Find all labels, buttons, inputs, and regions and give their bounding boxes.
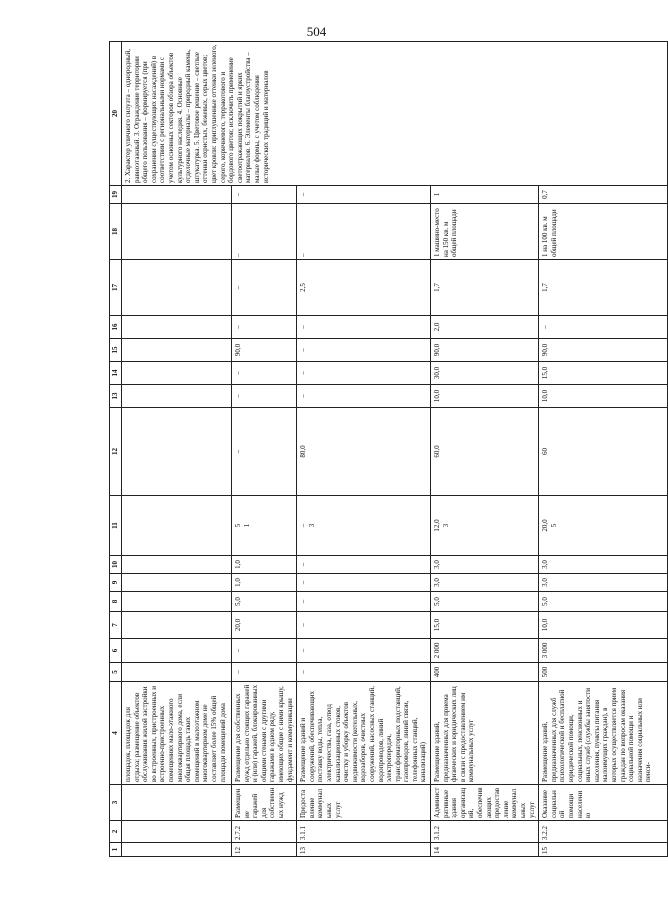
cell-col-15: 90,0 — [232, 339, 297, 362]
cell-col-14: – — [232, 362, 297, 385]
cell-col-16: – — [297, 316, 431, 339]
cell-col-5: 500 — [539, 663, 668, 682]
cell-col-14: 30,0 — [431, 362, 539, 385]
cell-col-11 — [539, 496, 668, 556]
cell-col-8: 5,0 — [539, 592, 668, 612]
cell-col-2: 3.1.2 — [431, 821, 539, 843]
cell-col-3: Предоставление коммунальных услуг — [297, 785, 431, 821]
cell-col-9: – — [297, 574, 431, 592]
cell-col-14 — [122, 362, 232, 385]
cell-col-3: Размещение гаражей для собственных нужд — [232, 785, 297, 821]
cell-col-18: – — [232, 204, 297, 260]
cell-col-1: 13 — [297, 843, 431, 857]
column-header-16: 16 — [110, 316, 122, 339]
cell-col-11 — [232, 496, 297, 556]
table-row — [122, 42, 232, 857]
cell-line: 5 — [234, 523, 242, 528]
cell-col-8: 5,0 — [232, 592, 297, 612]
cell-col-14: – — [297, 362, 431, 385]
zoning-table — [109, 41, 668, 857]
cell-col-17: 1,7 — [539, 260, 668, 316]
column-header-2: 2 — [110, 821, 122, 843]
cell-col-4: Размещение зданий, предназначенных для приема физических и юридических лиц в связи с предоставлением им коммунальных услуг — [431, 682, 539, 785]
cell-col-16: – — [232, 316, 297, 339]
cell-col-19: 0,7 — [539, 186, 668, 204]
column-header-14: 14 — [110, 362, 122, 385]
cell-col-12 — [122, 408, 232, 496]
cell-col-12: 80,0 — [297, 408, 431, 496]
cell-col-18: 1 машино-место на 150 кв. м общей площади — [431, 204, 539, 260]
cell-col-10: 3,0 — [431, 556, 539, 574]
cell-line: 3 — [441, 523, 450, 528]
cell-col-2: 2.7.2 — [232, 821, 297, 843]
cell-col-15: 90,0 — [431, 339, 539, 362]
cell-col-13: – — [232, 385, 297, 408]
cell-col-17: – — [232, 260, 297, 316]
cell-col-7: – — [297, 612, 431, 639]
cell-col-7: 10,0 — [539, 612, 668, 639]
cell-col-5: – — [232, 663, 297, 682]
rotated-table-container — [109, 44, 653, 857]
cell-col-13 — [122, 385, 232, 408]
column-header-6: 6 — [110, 639, 122, 663]
cell-line: 12,0 — [433, 519, 442, 532]
cell-col-12: – — [232, 408, 297, 496]
column-header-10: 10 — [110, 556, 122, 574]
cell-col-3 — [122, 785, 232, 821]
cell-col-15: 90,0 — [539, 339, 668, 362]
cell-col-5: – — [297, 663, 431, 682]
cell-col-11 — [431, 496, 539, 556]
cell-col-9: 3,0 — [539, 574, 668, 592]
cell-col-2: 3.1.1 — [297, 821, 431, 843]
cell-col-16: 2,0 — [431, 316, 539, 339]
cell-col-6: 2 000 — [431, 639, 539, 663]
cell-col-6: 3 000 — [539, 639, 668, 663]
cell-col-4: Размещение зданий и сооружений, обеспечивающих поставку воды, тепла, электричества, газа, отвод канализационных стоков, очистку и уборку объектов недвижимости (котельных, водозаборов, очистных сооружений, насосных станций, водопроводов, линий электропередач, трансформаторных подстанций, газопроводов, линий связи, телефонных станций, канализаций) — [297, 682, 431, 785]
cell-col-10: 3,0 — [539, 556, 668, 574]
cell-col-10 — [122, 556, 232, 574]
cell-line: 1 — [242, 523, 251, 528]
cell-col-1: 12 — [232, 843, 297, 857]
cell-col-6: – — [232, 639, 297, 663]
column-header-17: 17 — [110, 260, 122, 316]
column-header-1: 1 — [110, 843, 122, 857]
cell-col-10: 1,0 — [232, 556, 297, 574]
cell-col-14: 15,0 — [539, 362, 668, 385]
column-number-row — [110, 42, 122, 857]
cell-col-8 — [122, 592, 232, 612]
cell-col-19: – — [232, 186, 297, 204]
cell-col-9: 3,0 — [431, 574, 539, 592]
cell-col-19 — [122, 186, 232, 204]
cell-col-18: – — [297, 204, 431, 260]
column-header-18: 18 — [110, 204, 122, 260]
column-header-15: 15 — [110, 339, 122, 362]
column-header-19: 19 — [110, 186, 122, 204]
cell-col-12: 60 — [539, 408, 668, 496]
cell-col-13: 10,0 — [431, 385, 539, 408]
column-header-3: 3 — [110, 785, 122, 821]
cell-col-16: – — [539, 316, 668, 339]
column-header-8: 8 — [110, 592, 122, 612]
cell-col-8: 5,0 — [431, 592, 539, 612]
cell-col-19: 1 — [431, 186, 539, 204]
cell-col-15 — [122, 339, 232, 362]
cell-col-15: – — [297, 339, 431, 362]
column-header-9: 9 — [110, 574, 122, 592]
cell-col-17 — [122, 260, 232, 316]
table-body — [122, 42, 668, 857]
cell-col-2: 3.2.2 — [539, 821, 668, 843]
column-header-12: 12 — [110, 408, 122, 496]
cell-line: – — [299, 523, 308, 528]
column-header-13: 13 — [110, 385, 122, 408]
cell-col-4: площадок, площадок для отдыха; размещение объектов обслуживания жилой застройки во встроенных, пристроенных и встроенно-пристроенных помещениях мало-этажного многоквартирного дома, если общая площадь таких помещений в малоэтажном многоквартирном доме не составляет более 15% общей площади помещений дома — [122, 682, 232, 785]
cell-col-6: – — [297, 639, 431, 663]
cell-col-19: – — [297, 186, 431, 204]
cell-col-7 — [122, 612, 232, 639]
cell-line: 5 — [549, 523, 558, 528]
cell-col-1: 14 — [431, 843, 539, 857]
column-header-7: 7 — [110, 612, 122, 639]
cell-col-17: 2,5 — [297, 260, 431, 316]
cell-col-2 — [122, 821, 232, 843]
cell-col-3: Оказание социальной помощи населению — [539, 785, 668, 821]
column-header-11: 11 — [110, 496, 122, 556]
cell-col-1 — [122, 843, 232, 857]
cell-col-6 — [122, 639, 232, 663]
cell-col-20: 2. Характер уличного силуэта – однородный, равноэтажный. 3. Ограждение территории общего пользования – формируется (при сохранении существующих насаждений) в соответствии с региональными нормами с учетом основных секторов обзора объектов культурного наследия. 4. Основные отделочные материалы – природный камень, штукатурка. 5. Цветовое решение – светлые оттенки охристых, бежевых, серых цветов; цвет кровли: приглушенные оттенки зеленого, серого, коричневого, терракотового и бордового цветов; исключить применение светоотражающих покрытий и ярких материалов. 6. Элементы благоустройства – малые формы, с учетом соблюдения исторических традиций и материалов — [122, 42, 668, 186]
cell-col-13: – — [297, 385, 431, 408]
cell-col-11 — [122, 496, 232, 556]
cell-col-17: 1,7 — [431, 260, 539, 316]
column-header-20: 20 — [110, 42, 122, 186]
cell-col-8: – — [297, 592, 431, 612]
cell-line: 3 — [307, 523, 316, 528]
cell-col-9: 1,0 — [232, 574, 297, 592]
cell-col-7: 15,0 — [431, 612, 539, 639]
cell-col-5: 400 — [431, 663, 539, 682]
cell-col-12: 60,0 — [431, 408, 539, 496]
column-header-5: 5 — [110, 663, 122, 682]
cell-col-18 — [122, 204, 232, 260]
cell-col-9 — [122, 574, 232, 592]
cell-col-1: 15 — [539, 843, 668, 857]
cell-col-11 — [297, 496, 431, 556]
cell-col-7: 20,0 — [232, 612, 297, 639]
cell-line: 20,0 — [541, 519, 550, 532]
cell-col-18: 1 на 100 кв. м общей площади — [539, 204, 668, 260]
cell-col-16 — [122, 316, 232, 339]
cell-col-3: Административные здания организаций, обеспечивающих предоставление коммунальных услуг — [431, 785, 539, 821]
cell-col-13: 10,0 — [539, 385, 668, 408]
cell-col-5 — [122, 663, 232, 682]
cell-col-4: Размещение зданий, предназначенных для служб психологической и бесплатной юридической помощи, социальных, пенсионных и иных служб (службы занятости населения, пункты питания малоимущих граждан), в которых осуществляется прием граждан по вопросам оказания социальной помощи и назначения социальных или пенси- — [539, 682, 668, 785]
page-number: 504 — [306, 24, 327, 39]
cell-col-4: Размещение для собственных нужд отдельно стоящих гаражей и (или) гаражей, блокированных общими стенами с другими гаражами в одном ряду, имеющих общие с ними крышу, фундамент и коммуникации — [232, 682, 297, 785]
column-header-4: 4 — [110, 682, 122, 785]
cell-col-10: – — [297, 556, 431, 574]
